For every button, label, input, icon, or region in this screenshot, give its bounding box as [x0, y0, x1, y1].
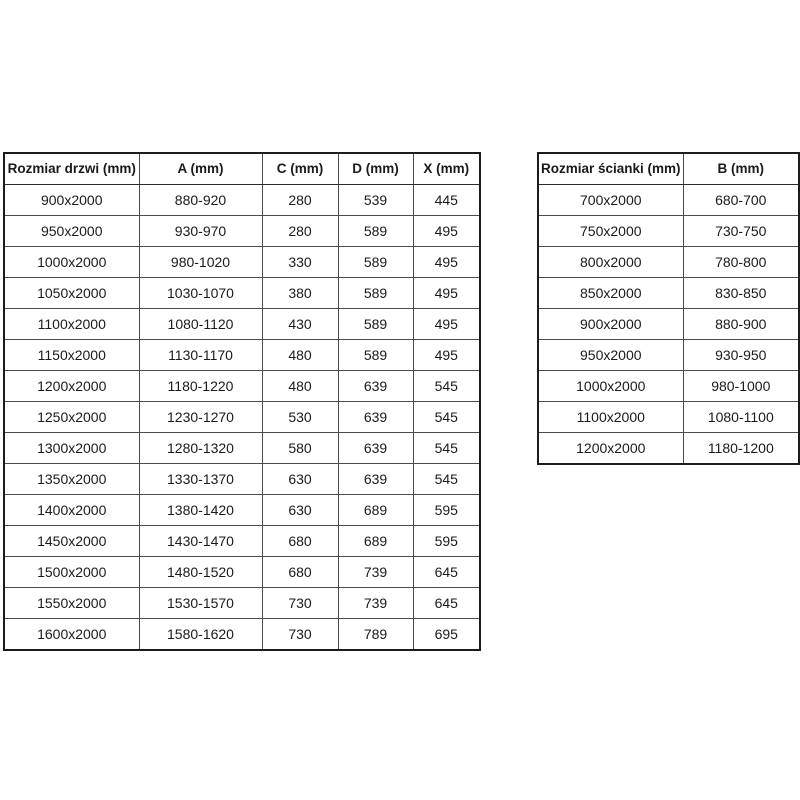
table-cell: 930-970: [139, 216, 262, 247]
table-cell: 480: [262, 371, 338, 402]
table-cell: 589: [338, 247, 413, 278]
table-row: [4, 619, 480, 651]
table-cell: 639: [338, 464, 413, 495]
table-cell: 1180-1200: [683, 433, 799, 465]
table-cell: 495: [413, 309, 480, 340]
table-cell: 689: [338, 526, 413, 557]
table-cell: 1200x2000: [538, 433, 683, 465]
table-cell: 1350x2000: [4, 464, 139, 495]
table-cell: 730-750: [683, 216, 799, 247]
table-cell: 700x2000: [538, 185, 683, 216]
table-cell: 645: [413, 588, 480, 619]
table-cell: 800x2000: [538, 247, 683, 278]
table-row: [4, 309, 480, 340]
header-row: [4, 153, 480, 185]
table-cell: 689: [338, 495, 413, 526]
table-cell: 495: [413, 340, 480, 371]
table-cell: 1380-1420: [139, 495, 262, 526]
table-row: [4, 557, 480, 588]
table-cell: 739: [338, 557, 413, 588]
table-cell: 1600x2000: [4, 619, 139, 651]
table-row: [4, 433, 480, 464]
table-cell: 680-700: [683, 185, 799, 216]
column-header: Rozmiar drzwi (mm): [4, 153, 139, 185]
table-cell: 1150x2000: [4, 340, 139, 371]
table-cell: 850x2000: [538, 278, 683, 309]
table-cell: 1430-1470: [139, 526, 262, 557]
table-cell: 880-920: [139, 185, 262, 216]
table-cell: 1330-1370: [139, 464, 262, 495]
table-cell: 645: [413, 557, 480, 588]
table-cell: 1050x2000: [4, 278, 139, 309]
wall-size-table-container: [537, 152, 800, 465]
table-row: [538, 433, 799, 465]
table-cell: 630: [262, 464, 338, 495]
column-header: B (mm): [683, 153, 799, 185]
table-row: [4, 185, 480, 216]
table-cell: 1030-1070: [139, 278, 262, 309]
table-cell: 695: [413, 619, 480, 651]
table-cell: 1580-1620: [139, 619, 262, 651]
table-row: [538, 402, 799, 433]
table-cell: 545: [413, 402, 480, 433]
table-cell: 1300x2000: [4, 433, 139, 464]
table-row: [4, 495, 480, 526]
table-cell: 545: [413, 433, 480, 464]
table-row: [4, 526, 480, 557]
table-row: [538, 247, 799, 278]
header-row: [538, 153, 799, 185]
table-cell: 1450x2000: [4, 526, 139, 557]
table-row: [4, 371, 480, 402]
column-header: X (mm): [413, 153, 480, 185]
table-cell: 280: [262, 216, 338, 247]
table-row: [538, 371, 799, 402]
table-cell: 330: [262, 247, 338, 278]
table-cell: 980-1000: [683, 371, 799, 402]
table-cell: 930-950: [683, 340, 799, 371]
table-row: [4, 588, 480, 619]
table-cell: 589: [338, 278, 413, 309]
table-row: [538, 216, 799, 247]
table-cell: 780-800: [683, 247, 799, 278]
table-cell: 730: [262, 619, 338, 651]
table-cell: 739: [338, 588, 413, 619]
column-header: Rozmiar ścianki (mm): [538, 153, 683, 185]
table-row: [4, 216, 480, 247]
table-cell: 789: [338, 619, 413, 651]
table-cell: 1000x2000: [538, 371, 683, 402]
table-cell: 680: [262, 557, 338, 588]
table-cell: 380: [262, 278, 338, 309]
table-cell: 1550x2000: [4, 588, 139, 619]
table-row: [538, 278, 799, 309]
table-row: [538, 185, 799, 216]
table-cell: 1530-1570: [139, 588, 262, 619]
table-row: [4, 247, 480, 278]
table-cell: 595: [413, 526, 480, 557]
table-cell: 1080-1120: [139, 309, 262, 340]
door-size-table-container: [3, 152, 481, 651]
table-cell: 639: [338, 433, 413, 464]
table-cell: 950x2000: [538, 340, 683, 371]
table-cell: 530: [262, 402, 338, 433]
door-size-table: [3, 152, 481, 651]
table-row: [4, 464, 480, 495]
table-cell: 430: [262, 309, 338, 340]
table-cell: 900x2000: [538, 309, 683, 340]
column-header: A (mm): [139, 153, 262, 185]
table-cell: 1280-1320: [139, 433, 262, 464]
table-row: [4, 402, 480, 433]
table-cell: 750x2000: [538, 216, 683, 247]
table-cell: 1080-1100: [683, 402, 799, 433]
table-cell: 539: [338, 185, 413, 216]
table-row: [538, 309, 799, 340]
table-cell: 589: [338, 309, 413, 340]
table-cell: 1180-1220: [139, 371, 262, 402]
table-cell: 580: [262, 433, 338, 464]
table-cell: 280: [262, 185, 338, 216]
table-cell: 1500x2000: [4, 557, 139, 588]
table-cell: 1100x2000: [4, 309, 139, 340]
table-cell: 639: [338, 371, 413, 402]
table-cell: 545: [413, 371, 480, 402]
table-cell: 730: [262, 588, 338, 619]
table-cell: 589: [338, 340, 413, 371]
table-row: [4, 278, 480, 309]
table-cell: 1130-1170: [139, 340, 262, 371]
table-cell: 495: [413, 216, 480, 247]
table-cell: 900x2000: [4, 185, 139, 216]
table-row: [4, 340, 480, 371]
table-cell: 1200x2000: [4, 371, 139, 402]
table-cell: 950x2000: [4, 216, 139, 247]
table-cell: 980-1020: [139, 247, 262, 278]
table-cell: 830-850: [683, 278, 799, 309]
wall-size-table: [537, 152, 800, 465]
table-cell: 595: [413, 495, 480, 526]
table-cell: 1480-1520: [139, 557, 262, 588]
table-cell: 495: [413, 247, 480, 278]
table-cell: 545: [413, 464, 480, 495]
table-cell: 1250x2000: [4, 402, 139, 433]
table-cell: 495: [413, 278, 480, 309]
table-cell: 680: [262, 526, 338, 557]
column-header: D (mm): [338, 153, 413, 185]
table-cell: 639: [338, 402, 413, 433]
table-cell: 1230-1270: [139, 402, 262, 433]
table-cell: 480: [262, 340, 338, 371]
table-cell: 1400x2000: [4, 495, 139, 526]
table-cell: 1000x2000: [4, 247, 139, 278]
table-cell: 880-900: [683, 309, 799, 340]
table-cell: 630: [262, 495, 338, 526]
table-cell: 1100x2000: [538, 402, 683, 433]
table-row: [538, 340, 799, 371]
table-cell: 445: [413, 185, 480, 216]
column-header: C (mm): [262, 153, 338, 185]
table-cell: 589: [338, 216, 413, 247]
